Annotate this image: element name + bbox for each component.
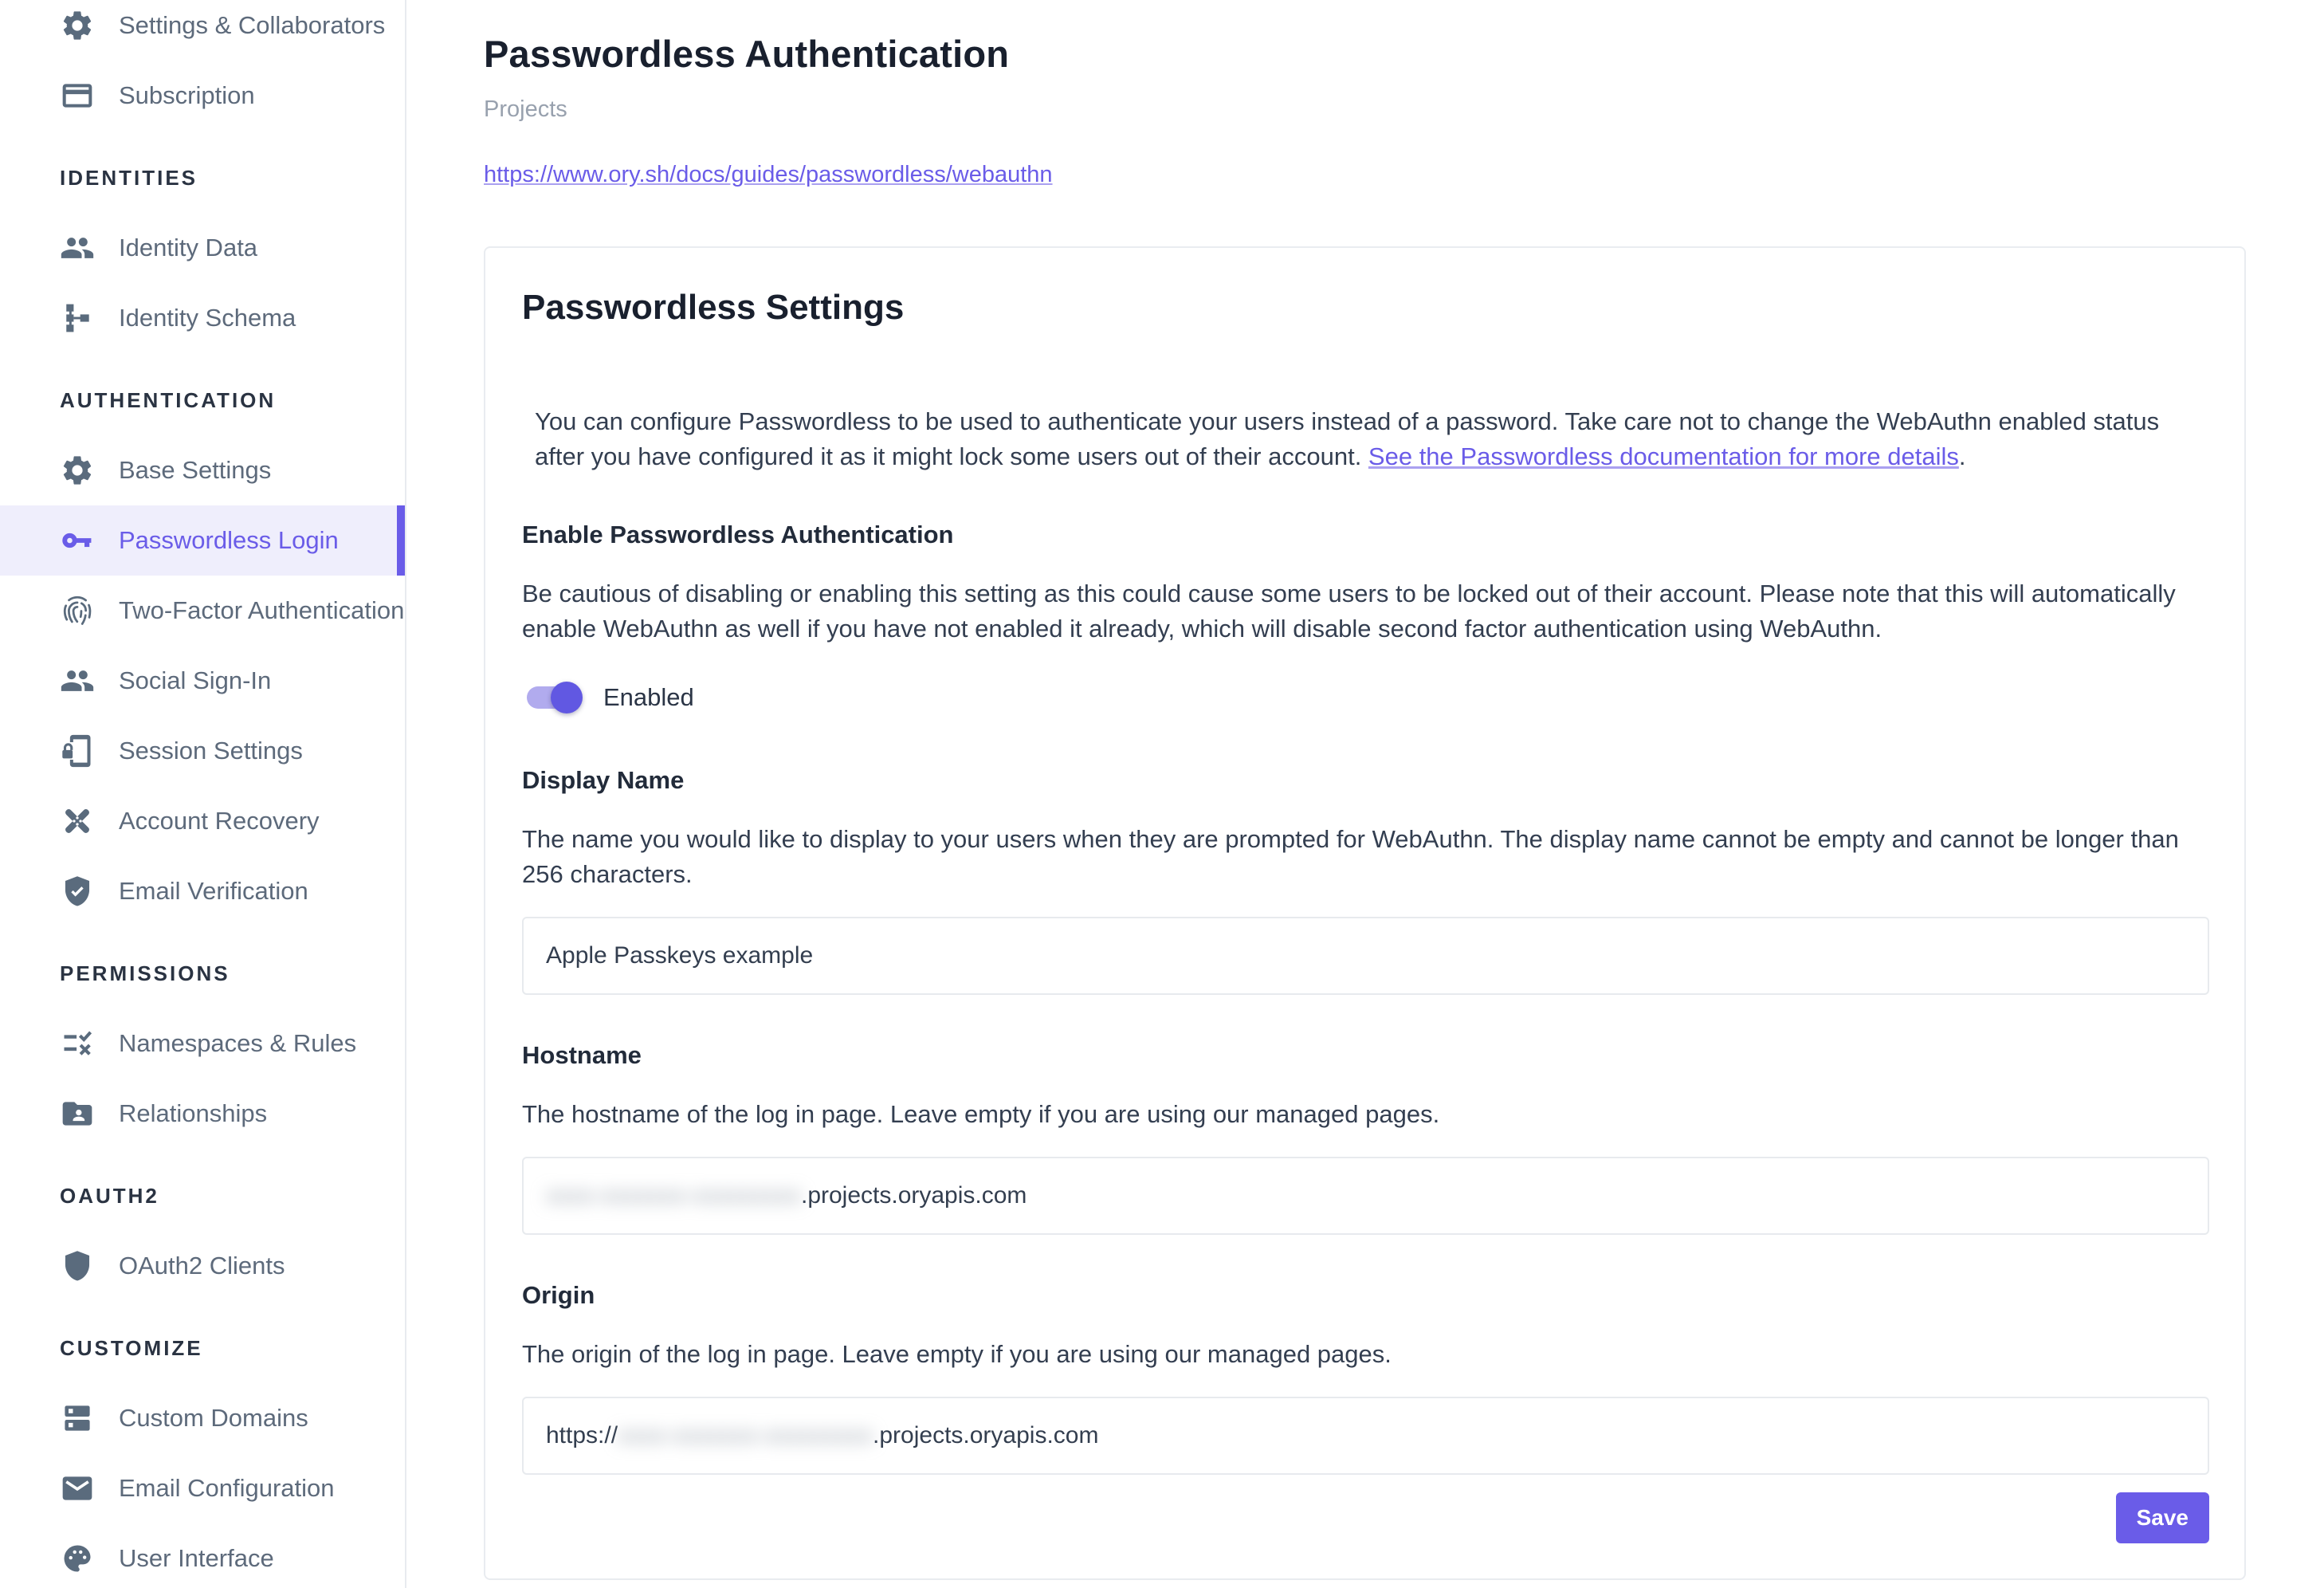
- sidebar-item-label: Passwordless Login: [119, 526, 339, 554]
- sidebar-item-label: Identity Data: [119, 234, 258, 261]
- sidebar-item-label: Email Configuration: [119, 1474, 335, 1502]
- sidebar-item-namespaces-rules[interactable]: [0, 1008, 405, 1079]
- sidebar-item-label: Social Sign-In: [119, 666, 272, 694]
- sidebar-item-label: Account Recovery: [119, 807, 320, 835]
- sidebar-item-base-settings[interactable]: [0, 435, 405, 505]
- hostname-description: The hostname of the log in page. Leave empty if you are using our managed pages.: [522, 1100, 1440, 1128]
- server-icon: [60, 1401, 95, 1436]
- people-icon: [60, 663, 95, 698]
- sidebar-item-user-interface[interactable]: [0, 1523, 405, 1588]
- enable-passwordless-description: Be cautious of disabling or enabling this setting as this could cause some users to be locked out of their account. Please note that this will automatically enable WebAuthn as well if you have not enabled it already, which will disable second factor authentication using WebAuthn.: [522, 580, 2176, 643]
- folder-user-icon: [60, 1096, 95, 1131]
- sidebar-item-two-factor-authentication[interactable]: [0, 576, 405, 646]
- card-title: Passwordless Settings: [522, 288, 905, 327]
- sidebar-item-label: Relationships: [119, 1099, 268, 1127]
- people-icon: [60, 230, 95, 265]
- sidebar-item-relationships[interactable]: [0, 1079, 405, 1149]
- sidebar-item-settings-collaborators[interactable]: [0, 0, 405, 61]
- sidebar-item-label: Subscription: [119, 81, 255, 109]
- sidebar-item-email-configuration[interactable]: [0, 1453, 405, 1523]
- sidebar-section-title: CUSTOMIZE: [60, 1335, 203, 1360]
- sidebar-item-label: Session Settings: [119, 737, 303, 765]
- origin-redacted-value: xxxx-xxxxxxx-xxxxxxxxx: [618, 1422, 873, 1448]
- display-name-input[interactable]: [522, 917, 2209, 995]
- sidebar-section-title: IDENTITIES: [60, 165, 198, 190]
- hostname-redacted-value: xxxx-xxxxxxx-xxxxxxxxx: [546, 1182, 801, 1209]
- credit-card-icon: [60, 78, 95, 113]
- sidebar-nav: [0, 0, 405, 1588]
- sidebar-item-label: Custom Domains: [119, 1404, 308, 1432]
- sidebar-section-title: OAUTH2: [60, 1183, 159, 1208]
- sidebar-item-account-recovery[interactable]: [0, 786, 405, 856]
- sidebar-item-email-verification[interactable]: [0, 856, 405, 926]
- enable-passwordless-label: Enable Passwordless Authentication: [522, 521, 954, 548]
- intro-suffix: .: [1958, 442, 1966, 470]
- enable-toggle-row: [522, 675, 2209, 720]
- passwordless-docs-link[interactable]: See the Passwordless documentation for more details: [1368, 442, 1959, 470]
- sidebar-section-title: PERMISSIONS: [60, 961, 230, 985]
- sidebar-item-label: Identity Schema: [119, 304, 296, 332]
- sidebar-item-label: Email Verification: [119, 877, 308, 905]
- device-lock-icon: [60, 733, 95, 768]
- sidebar-item-label: Settings & Collaborators: [119, 11, 386, 39]
- gear-icon: [60, 453, 95, 488]
- sidebar-item-social-sign-in[interactable]: [0, 646, 405, 716]
- sidebar-item-label: User Interface: [119, 1544, 274, 1572]
- passwordless-toggle[interactable]: [527, 686, 579, 709]
- mail-icon: [60, 1471, 95, 1506]
- sidebar: [0, 0, 406, 1588]
- shield-check-icon: [60, 874, 95, 909]
- hostname-label: Hostname: [522, 1041, 642, 1069]
- palette-icon: [60, 1541, 95, 1576]
- sidebar-item-subscription[interactable]: [0, 61, 405, 131]
- sidebar-item-passwordless-login[interactable]: [0, 505, 405, 576]
- sidebar-item-label: Namespaces & Rules: [119, 1029, 357, 1057]
- shield-icon: [60, 1248, 95, 1283]
- display-name-label: Display Name: [522, 766, 685, 794]
- sidebar-item-label: Two-Factor Authentication: [119, 596, 405, 624]
- origin-label: Origin: [522, 1281, 595, 1309]
- healing-icon: [60, 804, 95, 839]
- sidebar-item-label: OAuth2 Clients: [119, 1252, 285, 1279]
- page-title: Passwordless Authentication: [484, 33, 1010, 75]
- checklist-icon: [60, 1026, 95, 1061]
- main-content: [406, 0, 2324, 1588]
- intro-paragraph: [535, 404, 2209, 474]
- schema-icon: [60, 301, 95, 336]
- origin-description: The origin of the log in page. Leave empty if you are using our managed pages.: [522, 1340, 1392, 1368]
- hostname-suffix: .projects.oryapis.com: [800, 1182, 1027, 1209]
- passwordless-settings-card: [484, 246, 2246, 1580]
- sidebar-item-label: Base Settings: [119, 456, 272, 484]
- origin-input[interactable]: [522, 1397, 2209, 1475]
- sidebar-section-title: AUTHENTICATION: [60, 387, 277, 412]
- toggle-knob-icon: [551, 682, 583, 713]
- breadcrumb: Projects: [484, 96, 567, 122]
- documentation-link[interactable]: https://www.ory.sh/docs/guides/passwordless/webauthn: [484, 162, 1053, 187]
- sidebar-item-oauth2-clients[interactable]: [0, 1231, 405, 1301]
- gear-icon: [60, 8, 95, 43]
- sidebar-item-identity-data[interactable]: [0, 213, 405, 283]
- toggle-label: Enabled: [603, 683, 694, 711]
- origin-suffix: .projects.oryapis.com: [873, 1422, 1099, 1448]
- sidebar-item-session-settings[interactable]: [0, 716, 405, 786]
- intro-text: You can configure Passwordless to be used to authenticate your users instead of a password. Take care not to change the WebAuthn enabled status after you have configured it as it might lock some users out of their account.: [535, 407, 2160, 470]
- origin-prefix: https://: [546, 1422, 618, 1448]
- hostname-input[interactable]: [522, 1157, 2209, 1235]
- display-name-description: The name you would like to display to your users when they are prompted for WebAuthn. The display name cannot be empty and cannot be longer than 256 characters.: [522, 825, 2179, 888]
- sidebar-item-custom-domains[interactable]: [0, 1383, 405, 1453]
- sidebar-item-identity-schema[interactable]: [0, 283, 405, 353]
- save-button[interactable]: Save: [2116, 1492, 2209, 1543]
- key-icon: [60, 523, 95, 558]
- fingerprint-icon: [60, 593, 95, 628]
